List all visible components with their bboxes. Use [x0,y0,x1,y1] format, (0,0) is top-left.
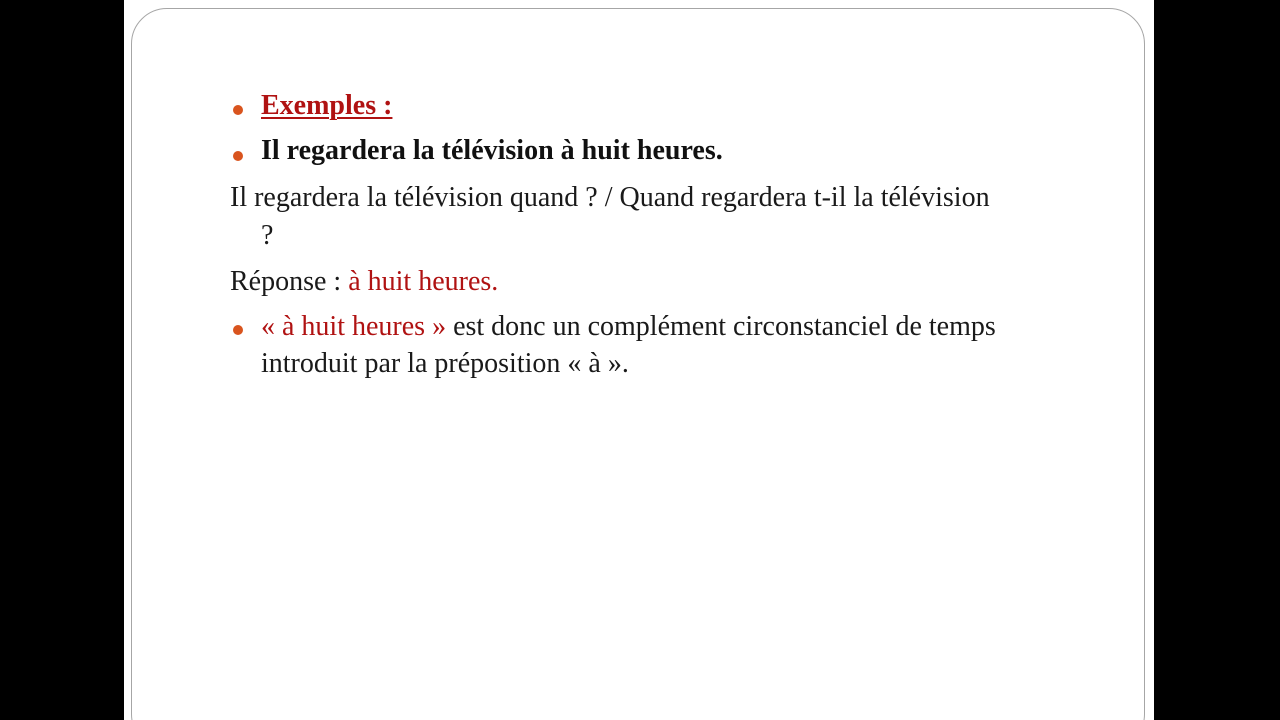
bullet-dot-icon [233,151,243,161]
explanation-line-1 [261,311,996,343]
question-line-2: ? [261,220,274,251]
answer-prefix: Réponse : [230,266,342,297]
slide [124,0,1154,720]
explanation-line-2: introduit par la préposition « à ». [261,348,629,379]
slide-content [124,0,1154,720]
answer-line [230,266,498,298]
example-sentence: Il regardera la télévision à huit heures. [261,135,723,166]
slide-title: Exemples : [261,90,393,121]
bullet-dot-icon [233,325,243,335]
explanation-quote: « à huit heures » [261,311,447,342]
explanation-rest: est donc un complément circonstanciel de temps [453,311,996,342]
question-line-1: Il regardera la télévision quand ? / Quand regardera t-il la télévision [230,182,990,213]
bullet-dot-icon [233,105,243,115]
answer-value: à huit heures. [348,266,499,297]
